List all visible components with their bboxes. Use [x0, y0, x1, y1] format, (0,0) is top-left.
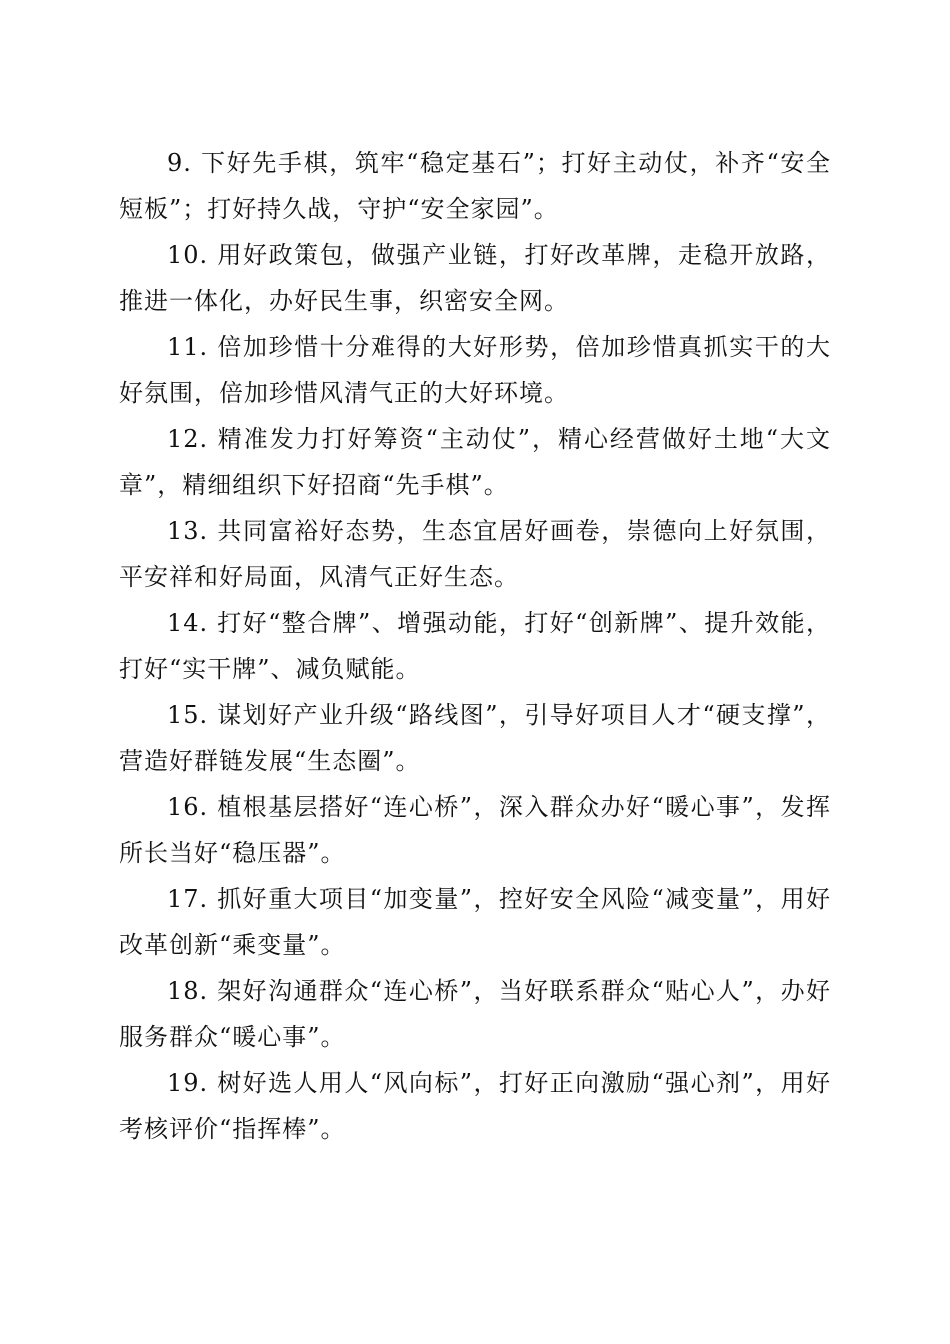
- list-item-11: 11. 倍加珍惜十分难得的大好形势，倍加珍惜真抓实干的大好氛围，倍加珍惜风清气正的大好环境。: [119, 333, 831, 407]
- list-item-12: 12. 精准发力打好筹资“主动仗”，精心经营做好土地“大文章”，精细组织下好招商“先手棋”。: [119, 425, 831, 499]
- list-item-15: 15. 谋划好产业升级“路线图”，引导好项目人才“硬支撑”，营造好群链发展“生态圈”。: [119, 701, 831, 775]
- list-item-17: 17. 抓好重大项目“加变量”，控好安全风险“减变量”，用好改革创新“乘变量”。: [119, 885, 831, 959]
- list-item-10: 10. 用好政策包，做强产业链，打好改革牌，走稳开放路，推进一体化，办好民生事，织密安全网。: [119, 241, 831, 315]
- list-item-16: 16. 植根基层搭好“连心桥”，深入群众办好“暖心事”，发挥所长当好“稳压器”。: [119, 793, 831, 867]
- document-body: [119, 140, 831, 1152]
- list-item-19: 19. 树好选人用人“风向标”，打好正向激励“强心剂”，用好考核评价“指挥棒”。: [119, 1069, 831, 1143]
- list-item-13: 13. 共同富裕好态势，生态宜居好画卷，崇德向上好氛围，平安祥和好局面，风清气正好生态。: [119, 517, 831, 591]
- list-item-9: 9. 下好先手棋，筑牢“稳定基石”；打好主动仗，补齐“安全短板”；打好持久战，守护“安全家园”。: [119, 149, 831, 223]
- list-item-18: 18. 架好沟通群众“连心桥”，当好联系群众“贴心人”，办好服务群众“暖心事”。: [119, 977, 831, 1051]
- list-item-14: 14. 打好“整合牌”、增强动能，打好“创新牌”、提升效能，打好“实干牌”、减负赋能。: [119, 609, 831, 683]
